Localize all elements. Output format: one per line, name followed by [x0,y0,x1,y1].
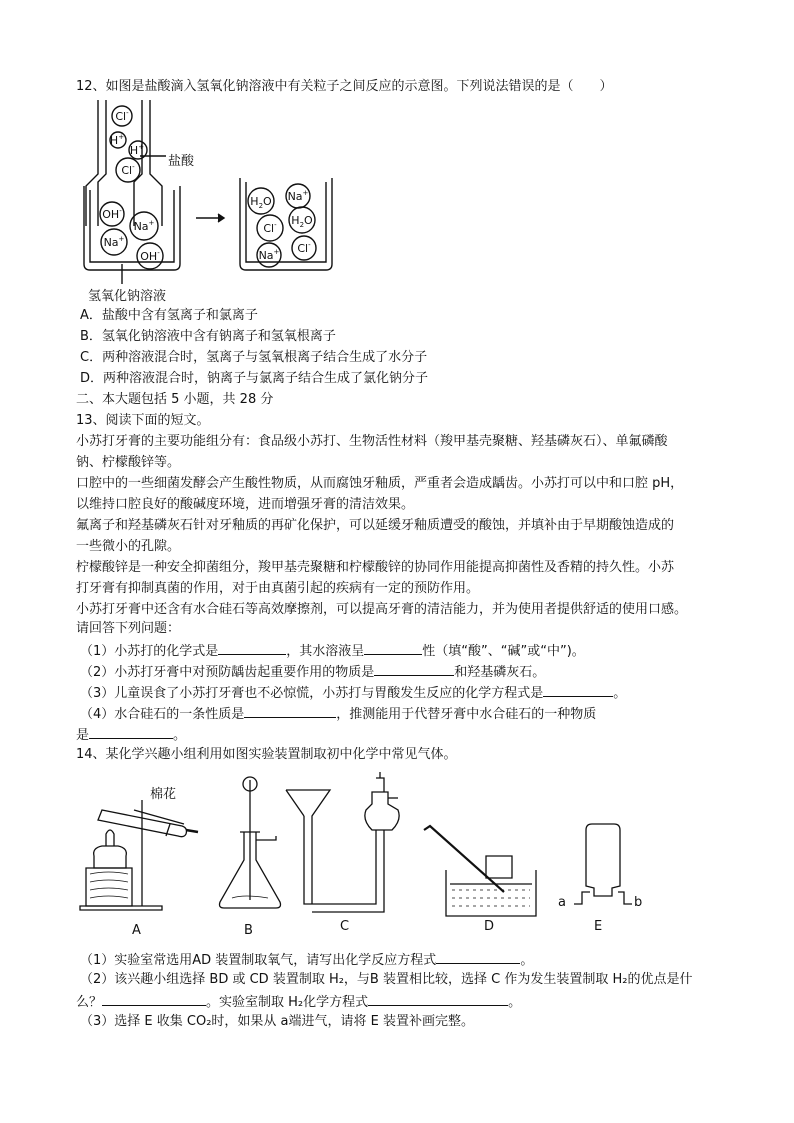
q13-para5: 小苏打牙膏中还含有水合硅石等高效摩擦剂，可以提高牙膏的清洁能力，并为使用者提供舒适的使用口感。 [76,602,688,617]
q13-para1-line1: 小苏打牙膏的主要功能组分有：食品级小苏打、生物活性材料（羧甲基壳聚糖、羟基磷灰石）、单氟磷酸 [76,434,668,449]
q13-sub3-text-b: 。 [613,686,627,701]
apparatus-d-delivery-tube [424,826,504,892]
ion-na-2: Na+ [103,235,125,249]
q14-stem: 14、某化学兴趣小组利用如图实验装置制取初中化学中常见气体。 [76,747,457,762]
q14-sub2-cont [76,992,521,1012]
ion-cl-1: Cl- [115,109,129,123]
q13-para2-line1: 口腔中的一些细菌发酵会产生酸性物质，从而腐蚀牙釉质，严重者会造成龋齿。小苏打可以中和口腔 pH， [76,476,684,491]
q13-sub3-blank[interactable] [543,683,613,697]
mol-h2o-1: $H_2O$ [250,195,272,210]
q13-sub1-text-b: ，其水溶液呈 [286,644,365,659]
q13-sub1-text-a: （1）小苏打的化学式是 [80,644,219,659]
q13-sub4-text-d: 。 [173,728,187,743]
q13-sub1-blank-acidity[interactable] [364,641,422,655]
apparatus-a-lamp [94,846,127,868]
q13-sub4-blank-substance[interactable] [89,725,173,739]
label-sodium-hydroxide: 氢氧化钠溶液 [88,289,167,304]
q12-option-a: A．盐酸中含有氢离子和氯离子 [80,308,258,323]
label-cotton: 棉花 [150,787,177,802]
apparatus-c-funnel [286,790,330,904]
q13-para4-line1: 柠檬酸锌是一种安全抑菌组分，羧甲基壳聚糖和柠檬酸锌的协同作用能提高抑菌性及香精的持久性。小苏 [76,560,675,575]
q13-sub1-blank-formula[interactable] [218,641,286,655]
q14-sub1-text-b: 。 [520,953,534,968]
ion-oh-1: OH- [102,207,122,221]
label-hydrochloric-acid: 盐酸 [168,154,195,169]
label-b: B [244,923,253,938]
ion-cl-4: Cl- [297,241,311,255]
ion-na-4: Na+ [258,248,280,262]
q12-figure [78,98,338,302]
q13-para2-line2: 以维持口腔良好的酸碱度环境，进而增强牙膏的清洁效果。 [76,497,415,512]
label-port-a: a [558,895,566,910]
q14-sub1 [80,950,533,970]
q13-sub1 [80,641,585,661]
ion-na-3: Na+ [287,189,309,203]
q14-sub2-blank-equation[interactable] [368,992,508,1006]
q13-sub4-text-a: （4）水合硅石的一条性质是 [80,707,245,722]
q14-figure [74,770,674,942]
q13-para3-line1: 氟离子和羟基磷灰石针对牙釉质的再矿化保护，可以延缓牙釉质遭受的酸蚀，并填补由于早期酸蚀造成的 [76,518,675,533]
q12-option-b: B．氢氧化钠溶液中含有钠离子和氢氧根离子 [80,329,336,344]
ion-h-1: H+ [109,133,125,147]
q13-sub4-blank-property[interactable] [244,704,336,718]
q14-sub1-blank[interactable] [436,950,520,964]
q14-sub2-text-b: 么？ [76,995,103,1010]
q12-option-d: D．两种溶液混合时，钠离子与氯离子结合生成了氯化钠分子 [80,371,429,386]
q13-sub4-cont [76,725,186,745]
q13-sub4-text-b: ，推测能用于代替牙膏中水合硅石的一种物质 [336,707,597,722]
q14-sub2: （2）该兴趣小组选择 BD 或 CD 装置制取 H₂，与B 装置相比较，选择 C 作为发生装置制取 H₂的优点是什 [80,972,693,987]
q13-para3-line2: 一些微小的孔隙。 [76,539,181,554]
q13-sub2 [80,662,545,682]
label-port-b: b [634,895,643,910]
q14-sub1-text-a: （1）实验室常选用AD 装置制取氧气，请写出化学反应方程式 [80,953,437,968]
q13-sub1-text-c: 性（填“酸”、“碱”或“中”)。 [422,644,585,659]
ion-na-1: Na+ [133,219,155,233]
ion-oh-2: OH- [140,249,160,263]
q14-sub2-text-c: 。实验室制取 H₂化学方程式 [206,995,369,1010]
label-a: A [132,923,141,938]
apparatus-d-trough [446,870,536,916]
q12-stem: 12、如图是盐酸滴入氢氧化钠溶液中有关粒子之间反应的示意图。下列说法错误的是（ ） [76,79,613,94]
q12-option-c: C．两种溶液混合时，氢离子与氢氧根离子结合生成了水分子 [80,350,428,365]
section-heading: 二、本大题包括 5 小题，共 28 分 [76,392,274,407]
label-d: D [484,919,495,934]
q14-sub2-blank-advantage[interactable] [102,992,206,1006]
mol-h2o-2: $H_2O$ [291,214,313,229]
q13-sub2-text-b: 和羟基磷灰石。 [454,665,546,680]
apparatus-e-bottle [586,824,620,896]
q13-sub3 [80,683,626,703]
q13-sub3-text-a: （3）儿童误食了小苏打牙膏也不必惊慌，小苏打与胃酸发生反应的化学方程式是 [80,686,544,701]
q13-para4-line2: 打牙膏有抑制真菌的作用，对于由真菌引起的疾病有一定的预防作用。 [76,581,480,596]
label-e: E [594,919,603,934]
ion-cl-3: Cl- [263,221,277,235]
q14-sub3: （3）选择 E 收集 CO₂时，如果从 a端进气，请将 E 装置补画完整。 [80,1014,474,1029]
q13-sub4 [80,704,596,724]
q13-sub4-text-c: 是 [76,728,90,743]
q14-sub2-text-d: 。 [508,995,522,1010]
q13-sub2-text-a: （2）小苏打牙膏中对预防龋齿起重要作用的物质是 [80,665,375,680]
label-c: C [340,919,350,934]
ion-h-2: H+ [129,143,145,157]
q13-para1-line2: 钠、柠檬酸锌等。 [76,455,181,470]
q13-stem: 13、阅读下面的短文。 [76,413,210,428]
q13-ask: 请回答下列问题： [76,621,181,636]
q13-sub2-blank[interactable] [374,662,454,676]
ion-cl-2: Cl- [121,163,135,177]
